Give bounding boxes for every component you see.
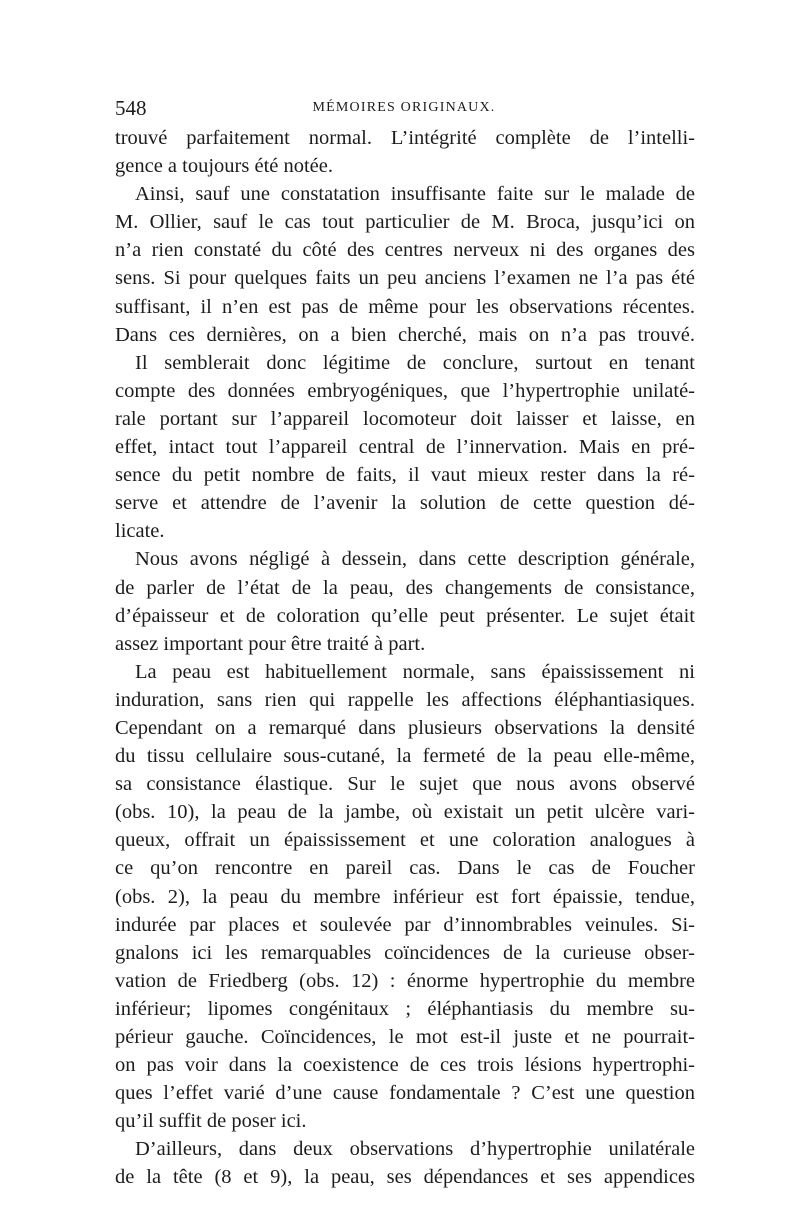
text-line: qu’il suffit de poser ici. xyxy=(115,1110,307,1133)
text-line: on pas voir dans la coexistence de ces trois lésions hypertrophi- xyxy=(115,1054,695,1077)
text-line: assez important pour être traité à part. xyxy=(115,632,426,655)
text-line: (obs. 10), la peau de la jambe, où existait un petit ulcère vari- xyxy=(115,801,695,824)
text-line: Il semblerait donc légitime de conclure, surtout en tenant xyxy=(135,351,695,374)
text-line: périeur gauche. Coïncidences, le mot est-il juste et ne pourrait- xyxy=(115,1026,695,1048)
text-line: vation de Friedberg (obs. 12) : énorme hypertrophie du membre xyxy=(115,969,695,992)
text-line: rale portant sur l’appareil locomoteur doit laisser et laisse, en xyxy=(115,407,695,430)
text-line: compte des données embryogéniques, que l’hypertrophie unilaté- xyxy=(115,379,695,402)
text-line: effet, intact tout l’appareil central de l’innervation. Mais en pré- xyxy=(115,436,695,459)
running-title: MÉMOIRES ORIGINAUX. xyxy=(312,100,496,115)
text-line: Cependant on a remarqué dans plusieurs observations la densité xyxy=(115,716,695,739)
text-line: de parler de l’état de la peau, des changements de consistance, xyxy=(115,576,695,599)
text-line: du tissu cellulaire sous-cutané, la fermeté de la peau elle-même, xyxy=(115,745,695,768)
text-line: licate. xyxy=(115,520,165,543)
text-line: Ainsi, sauf une constatation insuffisante faite sur le malade de xyxy=(135,183,695,206)
text-line: sa consistance élastique. Sur le sujet que nous avons observé xyxy=(115,773,695,796)
running-head xyxy=(115,93,693,123)
text-line: gence a toujours été notée. xyxy=(115,155,334,178)
text-line: La peau est habituellement normale, sans épaississement ni xyxy=(135,660,695,683)
text-line: Dans ces dernières, on a bien cherché, mais on n’a pas trouvé. xyxy=(115,323,695,346)
text-line: queux, offrait un épaississement et une coloration analogues à xyxy=(115,829,695,852)
text-line: M. Ollier, sauf le cas tout particulier de M. Broca, jusqu’ici on xyxy=(115,211,695,234)
text-line: n’a rien constaté du côté des centres nerveux ni des organes des xyxy=(115,239,695,262)
text-line: induration, sans rien qui rappelle les affections éléphantiasiques. xyxy=(115,688,695,711)
text-line: de la tête (8 et 9), la peau, ses dépendances et ses appendices xyxy=(115,1166,695,1189)
text-line: inférieur; lipomes congénitaux ; éléphantiasis du membre su- xyxy=(115,997,695,1020)
text-line: indurée par places et soulevée par d’innombrables veinules. Si- xyxy=(115,913,695,936)
text-line: serve et attendre de l’avenir la solution de cette question dé- xyxy=(115,492,695,515)
text-line: ce qu’on rencontre en pareil cas. Dans le cas de Foucher xyxy=(115,857,695,880)
text-line: trouvé parfaitement normal. L’intégrité complète de l’intelli- xyxy=(115,127,695,149)
text-line: ques l’effet varié d’une cause fondamentale ? C’est une question xyxy=(115,1082,695,1105)
text-line: sence du petit nombre de faits, il vaut mieux rester dans la ré- xyxy=(115,464,695,487)
page-number: 548 xyxy=(115,96,147,120)
text-line: D’ailleurs, dans deux observations d’hypertrophie unilatérale xyxy=(135,1138,695,1161)
text-line: gnalons ici les remarquables coïncidences de la curieuse obser- xyxy=(115,941,695,964)
text-line: Nous avons négligé à dessein, dans cette description générale, xyxy=(135,548,695,571)
text-line: (obs. 2), la peau du membre inférieur est fort épaissie, tendue, xyxy=(115,885,695,908)
text-line: sens. Si pour quelques faits un peu anciens l’examen ne l’a pas été xyxy=(115,267,695,290)
text-line: suffisant, il n’en est pas de même pour les observations récentes. xyxy=(115,295,695,318)
body-text xyxy=(115,124,695,1192)
text-line: d’épaisseur et de coloration qu’elle peut présenter. Le sujet était xyxy=(115,604,695,627)
